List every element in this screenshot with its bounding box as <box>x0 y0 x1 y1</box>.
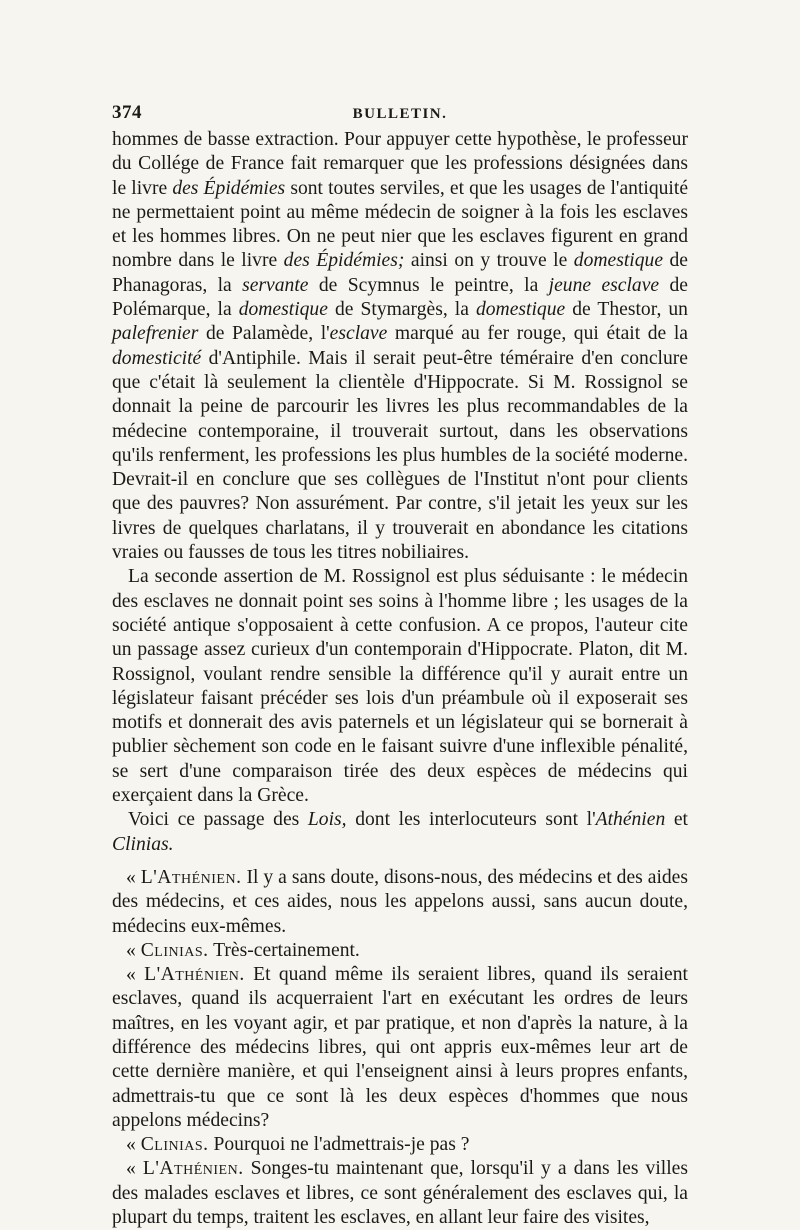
text-run: « <box>126 1158 143 1180</box>
page-header <box>112 102 688 124</box>
italic-text: esclave <box>329 323 388 345</box>
italic-text: Clinias. <box>112 833 174 855</box>
italic-text: jeune esclave <box>548 274 660 296</box>
text-run: de Phanagoras, la <box>112 250 688 296</box>
page-number: 374 <box>112 102 142 123</box>
paragraph <box>112 128 688 565</box>
text-run: Il y a sans doute, disons-nous, des médecins et des aides des médecins, et ces aides, nous les appelons aussi, sans aucun doute, médecins eux-mêmes. <box>112 866 689 937</box>
text-run: de Scymnus le peintre, la <box>308 274 549 296</box>
speaker-name: L'Athénien. <box>140 866 242 888</box>
text-run: ainsi on y trouve le <box>404 250 574 272</box>
text-run: Très-certainement. <box>208 939 360 961</box>
text-run: Songes-tu maintenant que, lorsqu'il y a dans les villes des malades esclaves et libres, ce sont généralement des esclaves qui, la plupart du temps, traitent les esclaves, en allant leur faire des visites, <box>112 1158 688 1229</box>
italic-text: domesticité <box>112 347 202 369</box>
text-run: « <box>126 964 145 986</box>
text-run: hommes de basse extraction. Pour appuyer cette hypothèse, le professeur du Collége de France fait remarquer que les professions désignées dans le livre <box>112 129 688 199</box>
text-run: « <box>126 1134 141 1156</box>
text-run: dont les interlocuteurs sont l' <box>346 809 596 831</box>
text-run: marqué au fer rouge, qui était de la <box>387 323 688 345</box>
page-body <box>112 128 688 1230</box>
dialogue-line <box>112 963 688 1133</box>
text-run: La seconde assertion de M. Rossignol est plus séduisante : le médecin des esclaves ne donnait point ses soins à l'homme libre ; les usages de la société antique s'opposaient à cette confusion. A ce propos, l'auteur cite un passage assez curieux d'un contemporain d'Hippocrate. Platon, dit M. Rossignol, voulant rendre sensible la différence qu'il y aurait entre un législateur faisant précéder ses lois d'un préambule où il exposerait ses motifs et donnerait des avis paternels et un législateur qui se bornerait à publier sèchement son code en le faisant suivre d'une inflexible pénalité, se sert d'une comparaison tirée des deux espèces de médecins qui exerçaient dans la Grèce. <box>112 566 688 807</box>
speaker-name: L'Athénien. <box>144 964 245 986</box>
dialogue-line <box>112 1133 688 1157</box>
text-run: Voici ce passage des <box>128 809 308 831</box>
paragraph <box>112 565 688 808</box>
text-run: « <box>126 939 141 961</box>
text-run: de Polémarque, la <box>112 274 688 321</box>
speaker-name: Clinias. <box>140 1134 209 1156</box>
italic-text: Athénien <box>595 809 666 831</box>
text-run: Pourquoi ne l'admettrais-je pas ? <box>208 1134 470 1156</box>
italic-text: palefrenier <box>112 323 199 345</box>
dialogue-line <box>112 1157 688 1230</box>
text-run: et <box>665 809 689 831</box>
text-run: de Stymargès, la <box>327 299 476 321</box>
paragraph <box>112 808 688 857</box>
italic-text: servante <box>242 274 309 296</box>
speaker-name: Clinias. <box>140 939 209 961</box>
text-run: sont toutes serviles, et que les usages de l'antiquité ne permettaient point au même médecin de soigner à la fois les esclaves et les hommes libres. On ne peut nier que les esclaves figurent en grand nombre dans le livre <box>112 177 689 272</box>
italic-text: domestique <box>475 299 566 321</box>
text-run: de Palamède, l' <box>198 323 330 345</box>
speaker-name: L'Athénien. <box>142 1158 244 1180</box>
italic-text: des Épidémies <box>172 177 286 199</box>
running-title: BULLETIN. <box>352 106 448 122</box>
dialogue-line <box>112 939 688 963</box>
dialogue-line <box>112 866 688 939</box>
text-run: de Thestor, un <box>565 299 688 321</box>
italic-text: domestique <box>573 250 664 272</box>
italic-text: domestique <box>238 299 328 321</box>
italic-text: des Épidémies; <box>283 250 405 272</box>
text-run: « <box>126 866 141 888</box>
text-run: Et quand même ils seraient libres, quand ils seraient esclaves, quand ils acquerraient l'art en exécutant les ordres de leurs maîtres, en les voyant agir, et par pratique, et non d'après la nature, à la différence des médecins libres, qui ont appris eux-mêmes leur art de cette dernière manière, et qui l'enseignent ainsi à leurs propres enfants, admettrais-tu que ce sont là les deux espèces d'hommes que nous appelons médecins? <box>112 964 688 1131</box>
italic-text: Lois, <box>307 809 347 831</box>
text-run: d'Antiphile. Mais il serait peut-être téméraire d'en conclure que c'était là seulement la clientèle d'Hippocrate. Si M. Rossignol se donnait la peine de parcourir les livres les plus recommandables de la médecine contemporaine, il trouverait surtout, dans les observations qu'ils renferment, les professions les plus humbles de la société moderne. Devrait-il en conclure que ses collègues de l'Institut n'ont pour clients que des pauvres? Non assurément. Par contre, s'il jetait les yeux sur les livres de quelques charlatans, il y trouverait en abondance les citations vraies ou fausses de tous les titres nobiliaires. <box>112 347 688 564</box>
